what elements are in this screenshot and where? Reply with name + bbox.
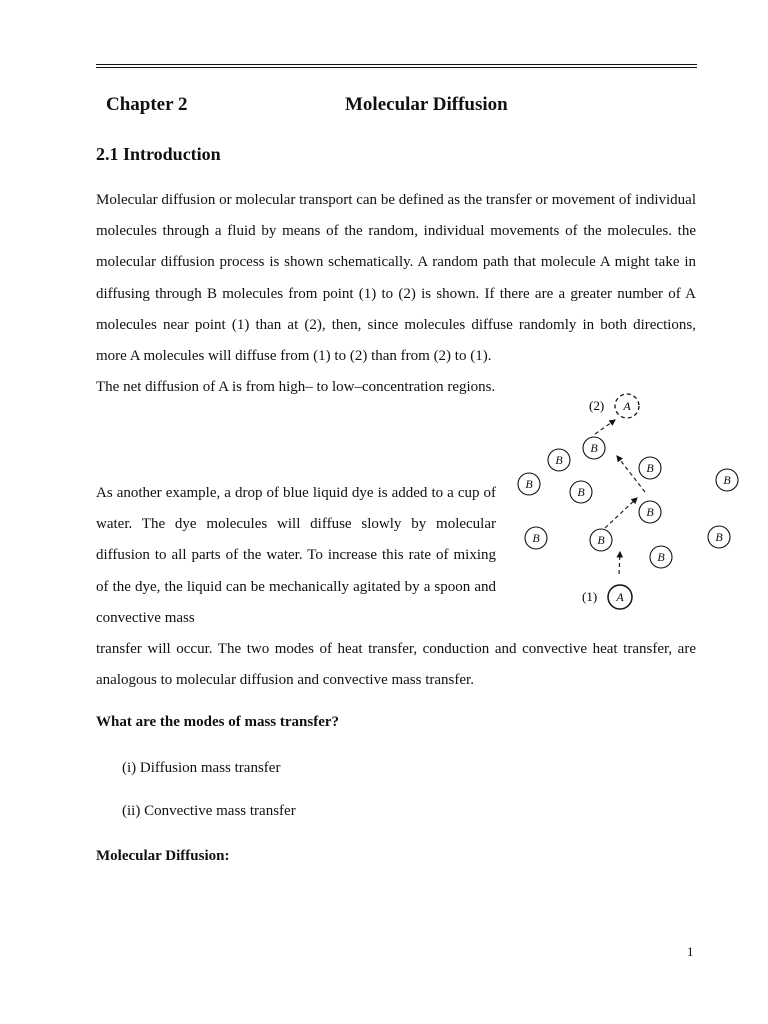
molecule-a-end xyxy=(615,394,639,418)
molecule-b-7 xyxy=(639,501,661,523)
analogy-paragraph: transfer will occur. The two modes of heat transfer, conduction and convective heat transfer, are analogous to molecular diffusion and convective mass transfer. xyxy=(96,641,696,689)
modes-question: What are the modes of mass transfer? xyxy=(96,714,340,730)
chapter-title: Molecular Diffusion xyxy=(345,94,508,115)
chapter-number: Chapter 2 xyxy=(106,94,188,115)
diffusion-path-diagram xyxy=(505,380,751,620)
molecule-b-2 xyxy=(548,449,570,471)
mode-item-diffusion: (i) Diffusion mass transfer xyxy=(122,760,281,776)
molecule-b-label: B xyxy=(715,530,723,544)
mode-item-convective: (ii) Convective mass transfer xyxy=(122,803,296,819)
page-number: 1 xyxy=(687,944,694,959)
molecule-b-label: B xyxy=(657,550,665,564)
molecule-b-label: B xyxy=(555,453,563,467)
molecule-b-1 xyxy=(583,437,605,459)
header-rule-top xyxy=(96,64,697,65)
molecule-b-9 xyxy=(590,529,612,551)
net-diffusion-paragraph: The net diffusion of A is from high– to low–concentration regions. xyxy=(96,379,496,395)
molecule-b-label: B xyxy=(723,473,731,487)
molecule-b-10 xyxy=(708,526,730,548)
molecule-b-3 xyxy=(639,457,661,479)
intro-paragraph: Molecular diffusion or molecular transport can be defined as the transfer or movement of individual molecules through a fluid by means of the random, individual movements of the molecules. the molecular diffusion process is shown schematically. A random path that molecule A might take in diffusing through B molecules from point (1) to (2) is shown. If there are a greater number of A molecules near point (1) than at (2), then, since molecules diffuse randomly in both directions, more A molecules will diffuse from (1) to (2) than from (2) to (1). xyxy=(96,192,696,365)
point-1-label: (1) xyxy=(582,589,598,604)
molecule-b-label: B xyxy=(577,485,585,499)
molecule-b-label: B xyxy=(646,505,654,519)
molecule-b-label: B xyxy=(525,477,533,491)
molecule-b-label: B xyxy=(590,441,598,455)
dye-example-paragraph: As another example, a drop of blue liquid dye is added to a cup of water. The dye molecules will diffuse slowly by molecular diffusion to all parts of the water. To increase this rate of mixing of the dye, the liquid can be mechanically agitated by a spoon and convective mass xyxy=(96,485,496,626)
molecular-diffusion-heading: Molecular Diffusion: xyxy=(96,848,230,864)
molecule-b-label: B xyxy=(646,461,654,475)
header-rule-bottom xyxy=(96,67,697,68)
molecule-b-5 xyxy=(518,473,540,495)
section-title: 2.1 Introduction xyxy=(96,144,221,164)
molecule-b-4 xyxy=(716,469,738,491)
molecule-b-8 xyxy=(525,527,547,549)
molecule-b-label: B xyxy=(597,533,605,547)
molecule-a-end-label: A xyxy=(623,399,631,413)
molecule-b-11 xyxy=(650,546,672,568)
molecule-a-start xyxy=(608,585,632,609)
molecule-a-start-label: A xyxy=(616,590,624,604)
molecule-b-label: B xyxy=(532,531,540,545)
molecule-b-6 xyxy=(570,481,592,503)
point-2-label: (2) xyxy=(589,398,605,413)
